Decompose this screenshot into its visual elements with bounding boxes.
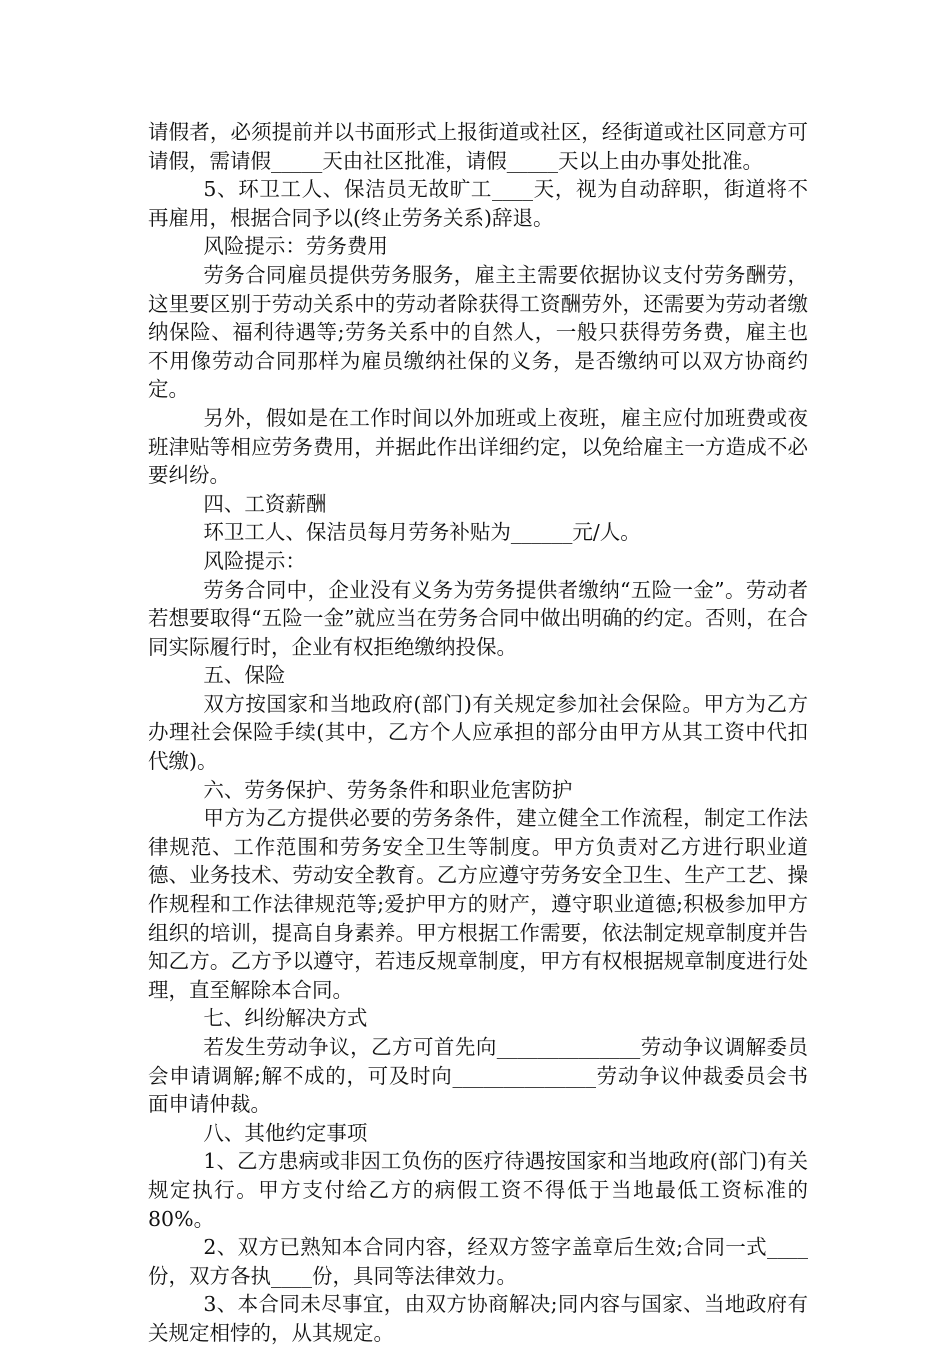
heading-salary: 四、工资薪酬 xyxy=(203,491,327,516)
paragraph-dispute-resolution: 若发生劳动争议，乙方可首先向______________劳动争议调解委员会申请调解;解不成的，可及时向______________劳动争议仲裁委员会书面申请仲裁。 xyxy=(148,1035,808,1117)
heading-risk-labor-fee: 风险提示：劳务费用 xyxy=(203,234,388,259)
document-page xyxy=(148,118,808,1348)
paragraph-labor-protection: 甲方为乙方提供必要的劳务条件，建立健全工作流程，制定工作法律规范、工作范围和劳务安全卫生等制度。甲方负责对乙方进行职业道德、业务技术、劳动安全教育。乙方应遵守劳务安全卫生、生产工艺、操作规程和工作法律规范等;爱护甲方的财产，遵守职业道德;积极参加甲方组织的培训，提高自身素养。甲方根据工作需要，依法制定规章制度并告知乙方。乙方予以遵守，若违反规章制度，甲方有权根据规章制度进行处理，直至解除本合同。 xyxy=(148,806,808,1002)
paragraph-leave-approval: 请假者，必须提前并以书面形式上报街道或社区，经街道或社区同意方可请假，需请假_____天由社区批准，请假_____天以上由办事处批准。 xyxy=(148,120,808,173)
heading-labor-protection: 六、劳务保护、劳务条件和职业危害防护 xyxy=(203,777,573,802)
paragraph-social-insurance-risk: 劳务合同中，企业没有义务为劳务提供者缴纳“五险一金”。劳动者若想要取得“五险一金”就应当在劳务合同中做出明确的约定。否则，在合同实际履行时，企业有权拒绝缴纳投保。 xyxy=(148,577,808,659)
paragraph-labor-fee: 劳务合同雇员提供劳务服务，雇主主需要依据协议支付劳务酬劳，这里要区别于劳动关系中的劳动者除获得工资酬劳外，还需要为劳动者缴纳保险、福利待遇等;劳务关系中的自然人，一般只获得劳务费，雇主也不用像劳动合同那样为雇员缴纳社保的义务，是否缴纳可以双方协商约定。 xyxy=(148,262,808,402)
heading-dispute-resolution: 七、纠纷解决方式 xyxy=(203,1006,368,1031)
paragraph-absenteeism: 5、环卫工人、保洁员无故旷工____天，视为自动辞职，街道将不再雇用，根据合同予以(终止劳务关系)辞退。 xyxy=(148,177,808,230)
paragraph-insurance: 双方按国家和当地政府(部门)有关规定参加社会保险。甲方为乙方办理社会保险手续(其中，乙方个人应承担的部分由甲方从其工资中代扣代缴)。 xyxy=(148,691,808,774)
heading-risk-notice: 风险提示： xyxy=(203,548,306,573)
heading-other-terms: 八、其他约定事项 xyxy=(203,1120,368,1145)
heading-insurance: 五、保险 xyxy=(203,663,286,688)
paragraph-overtime: 另外，假如是在工作时间以外加班或上夜班，雇主应付加班费或夜班津贴等相应劳务费用，并据此作出详细约定，以免给雇主一方造成不必要纠纷。 xyxy=(148,405,808,488)
paragraph-sick-leave: 1、乙方患病或非因工负伤的医疗待遇按国家和当地政府(部门)有关规定执行。甲方支付给乙方的病假工资不得低于当地最低工资标准的80%。 xyxy=(148,1149,808,1231)
paragraph-unresolved-matters: 3、本合同未尽事宜，由双方协商解决;同内容与国家、当地政府有关规定相悖的，从其规定。 xyxy=(148,1292,808,1345)
paragraph-salary: 环卫工人、保洁员每月劳务补贴为______元/人。 xyxy=(203,520,641,545)
paragraph-contract-effect: 2、双方已熟知本合同内容，经双方签字盖章后生效;合同一式____份，双方各执____份，具同等法律效力。 xyxy=(148,1235,808,1288)
